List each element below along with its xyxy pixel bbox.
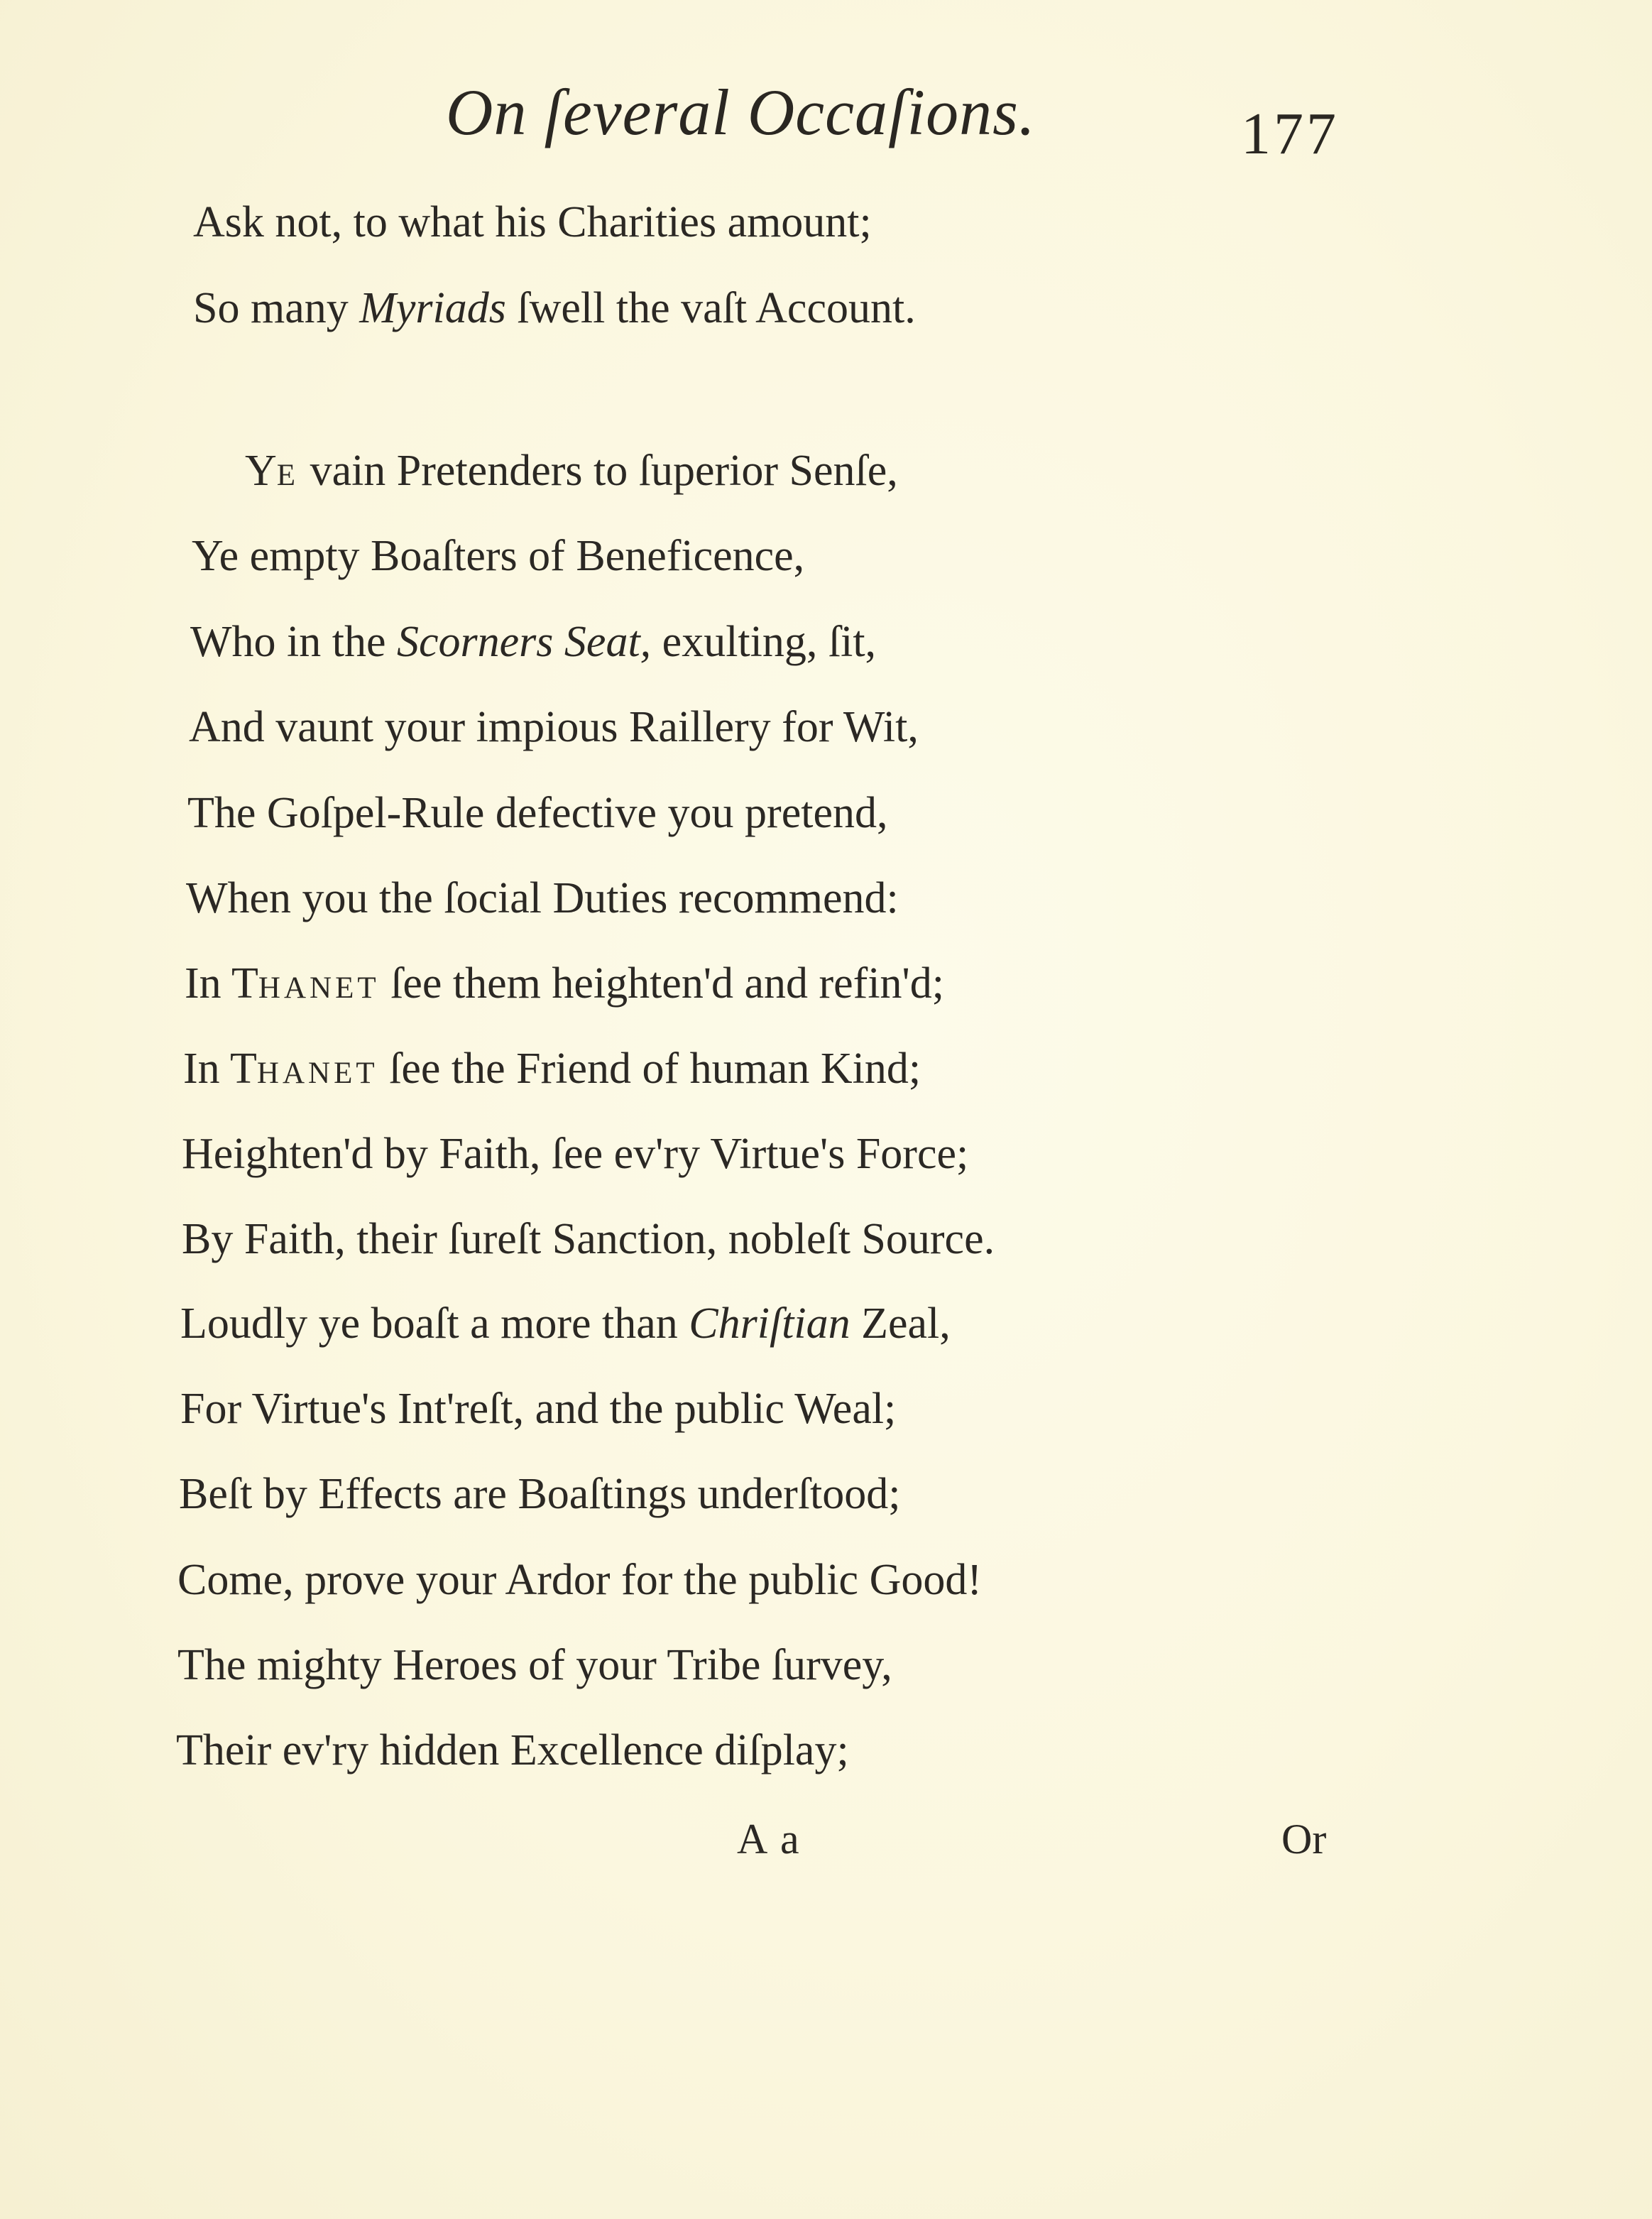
verse-line-stanza-start: Ye vain Pretenders to ſuperior Senſe, xyxy=(245,447,898,495)
verse-line: By Faith, their ſureſt Sanction, nobleſt Source. xyxy=(182,1215,995,1263)
catchword: Or xyxy=(1281,1816,1327,1863)
signature-mark: A a xyxy=(737,1816,802,1863)
verse-line: Ask not, to what his Charities amount; xyxy=(193,198,872,246)
verse-line: For Virtue's Int'reſt, and the public Weal; xyxy=(180,1385,897,1433)
verse-line: So many Myriads ſwell the vaſt Account. xyxy=(193,284,916,332)
verse-line: In Thanet ſee the Friend of human Kind; xyxy=(183,1045,921,1093)
page-number: 177 xyxy=(1241,101,1339,167)
verse-line: The mighty Heroes of your Tribe ſurvey, xyxy=(177,1641,892,1689)
running-head: On ſeveral Occaſions. xyxy=(446,76,1036,148)
verse-line: Loudly ye boaſt a more than Chriſtian Zeal, xyxy=(180,1299,951,1348)
verse-line: The Goſpel-Rule defective you pretend, xyxy=(187,789,888,837)
verse-line: Ye empty Boaſters of Beneficence, xyxy=(192,532,805,580)
verse-line: In Thanet ſee them heighten'd and refin'd; xyxy=(185,959,944,1008)
verse-line: Come, prove your Ardor for the public Good! xyxy=(177,1556,982,1604)
verse-line: Beſt by Effects are Boaſtings underſtood; xyxy=(179,1470,901,1518)
verse-line: Heighten'd by Faith, ſee ev'ry Virtue's Force; xyxy=(182,1130,969,1178)
verse-line: Who in the Scorners Seat, exulting, ſit, xyxy=(190,618,877,666)
verse-line: And vaunt your impious Raillery for Wit, xyxy=(189,703,919,751)
verse-line: Their ev'ry hidden Excellence diſplay; xyxy=(176,1726,849,1774)
verse-line: When you the ſocial Duties recommend: xyxy=(186,874,899,922)
